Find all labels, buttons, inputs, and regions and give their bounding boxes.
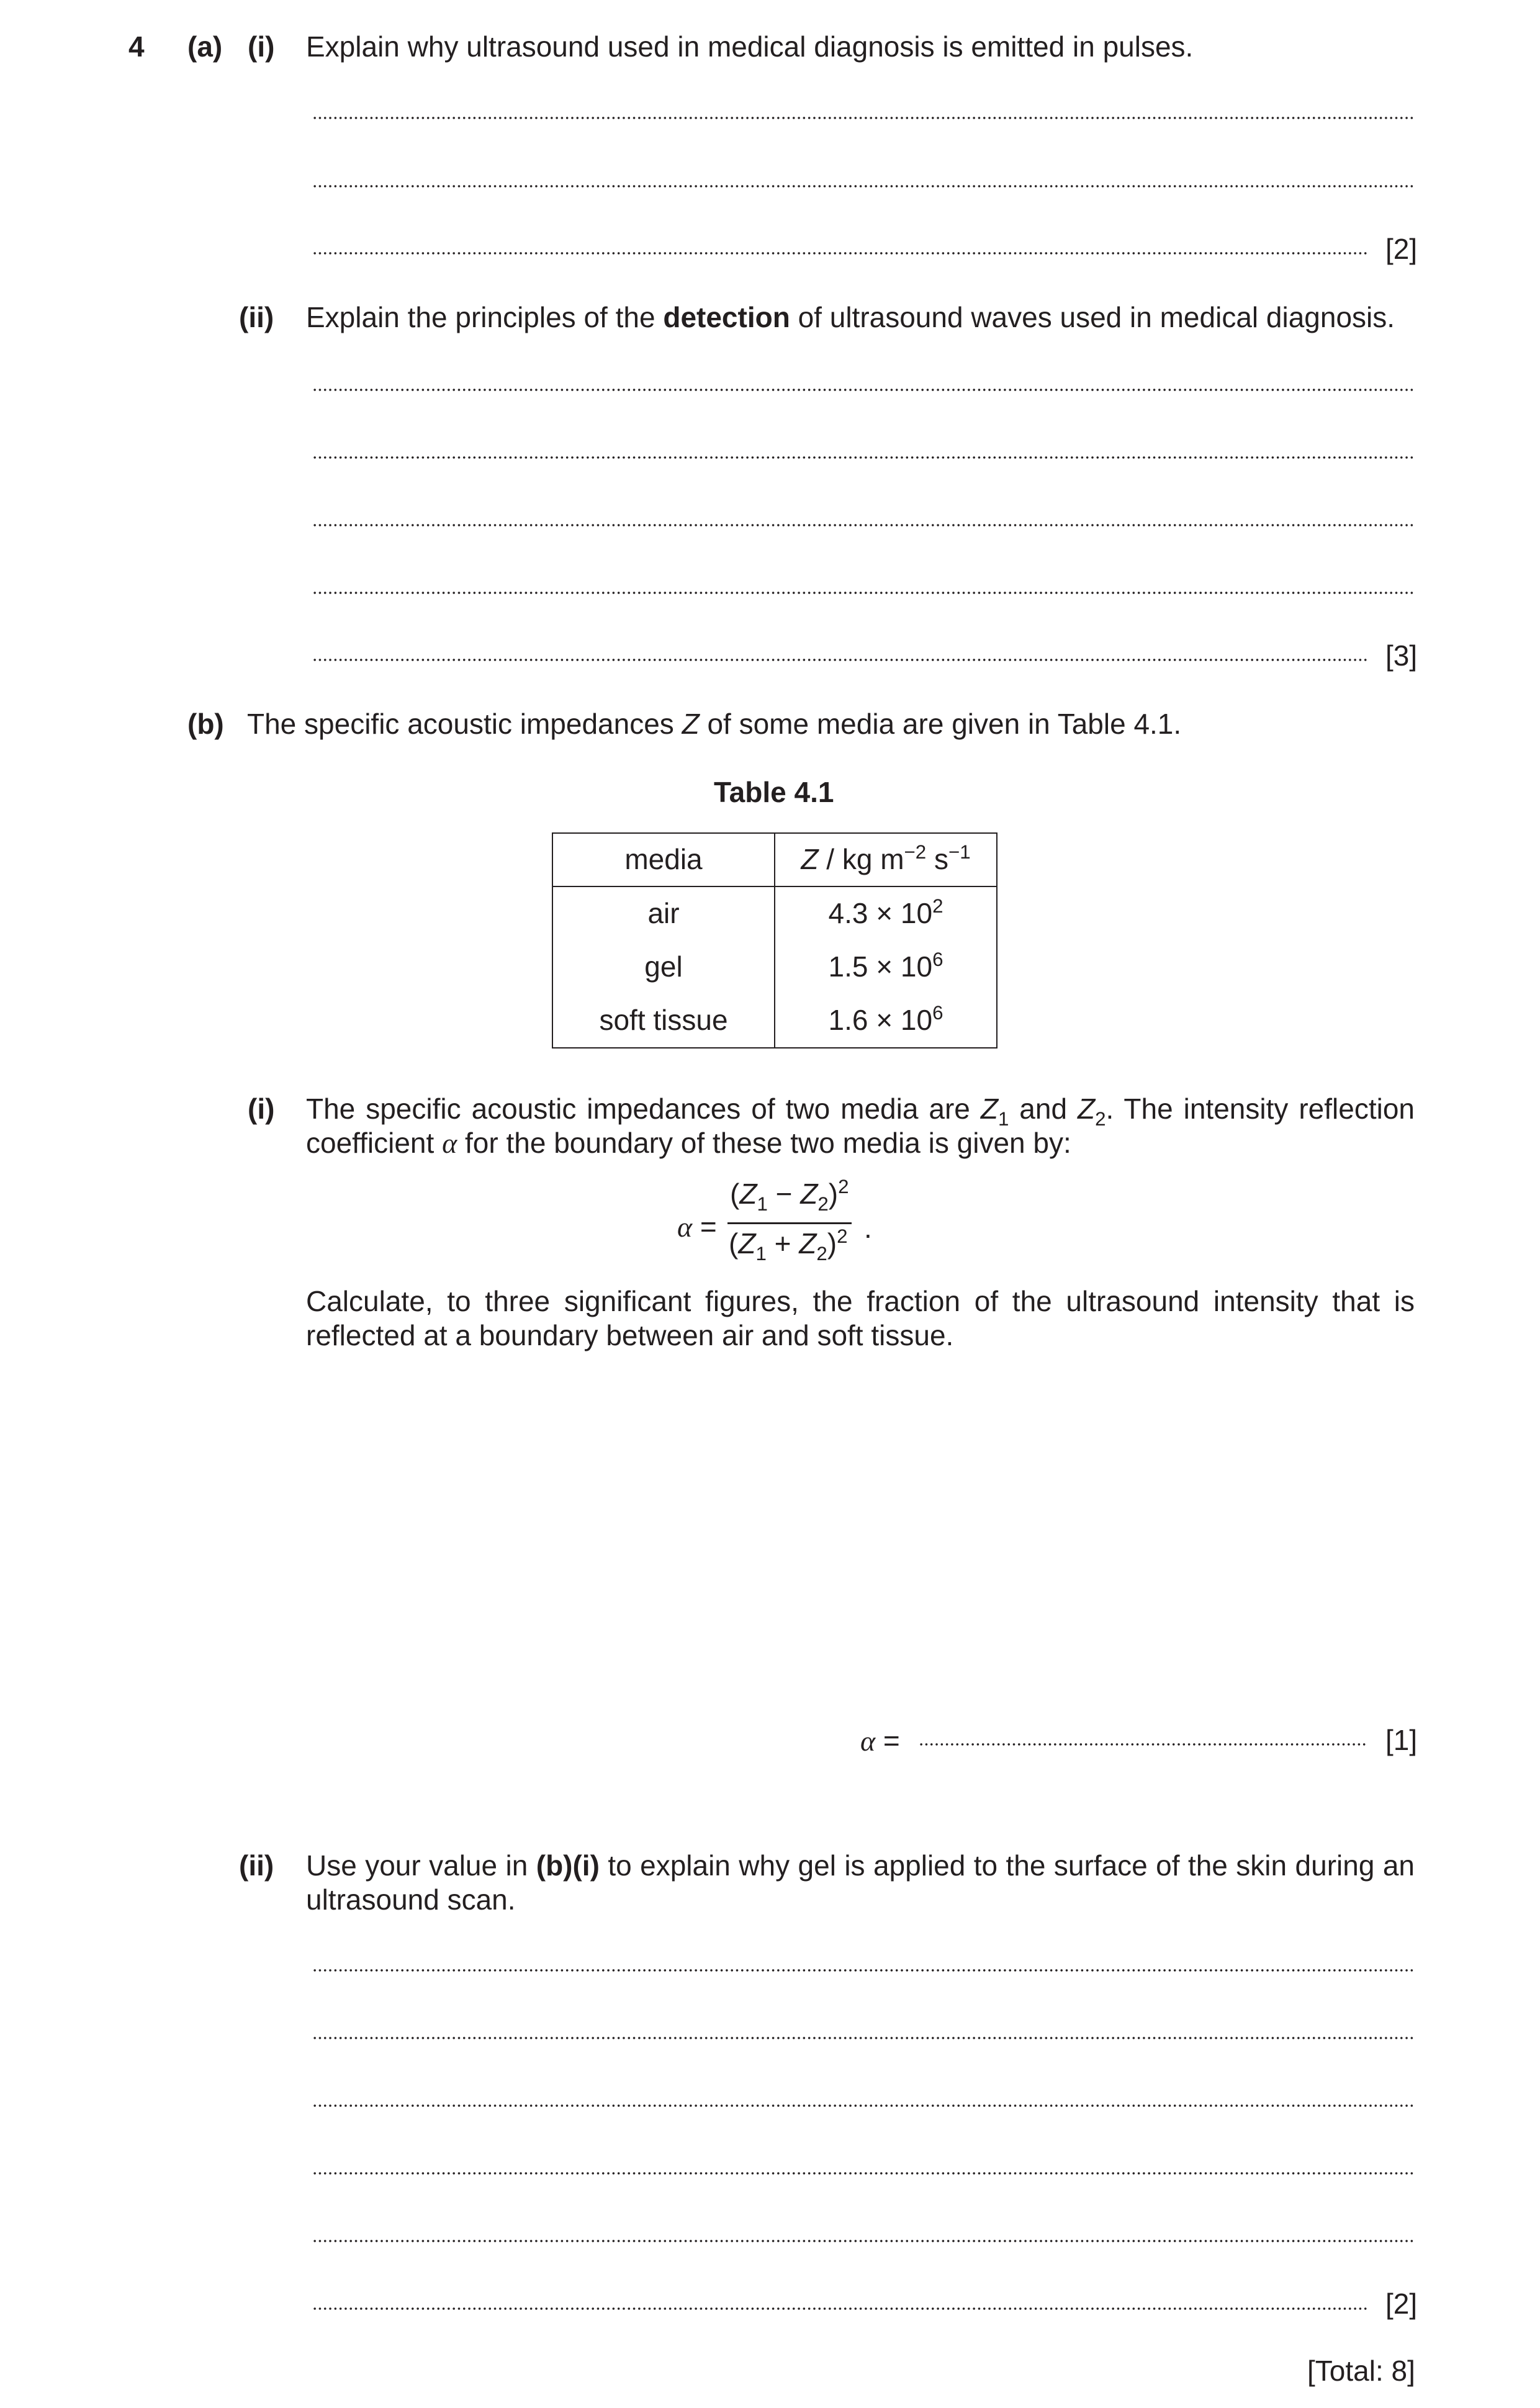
- question-text: Explain the principles of the: [306, 301, 664, 333]
- intro-text: The specific acoustic impedances: [247, 708, 682, 740]
- part-b-i-label: (i): [248, 1093, 275, 1125]
- question-line: [306, 1126, 1415, 1160]
- subscript: 1: [997, 1107, 1009, 1130]
- exponent: 2: [838, 1175, 849, 1197]
- part-a-label: (a): [187, 30, 223, 63]
- value-mantissa: 1.6 × 10: [828, 1004, 933, 1037]
- part-a-i-question: Explain why ultrasound used in medical diagnosis is emitted in pulses.: [306, 30, 1194, 63]
- operator: −: [767, 1178, 801, 1210]
- value-exponent: 6: [932, 949, 943, 971]
- alpha-symbol: α: [442, 1127, 457, 1159]
- question-line: [306, 1849, 1415, 1883]
- unit-exponent: −1: [948, 841, 971, 864]
- part-b-ii-label: (ii): [239, 1849, 274, 1882]
- answer-line[interactable]: [312, 388, 1415, 392]
- part-b-label: (b): [187, 708, 224, 740]
- question-text: for the boundary of these two media is given by:: [457, 1127, 1071, 1159]
- z-symbol: Z: [738, 1227, 756, 1260]
- answer-line[interactable]: [312, 251, 1367, 255]
- z-symbol: Z: [799, 1227, 817, 1260]
- media-cell: air: [552, 886, 775, 940]
- formula-period: .: [864, 1212, 872, 1244]
- table-header-row: [552, 833, 997, 886]
- emphasis-detection: detection: [663, 301, 790, 333]
- paren: ): [827, 1227, 837, 1260]
- answer-line[interactable]: [312, 184, 1415, 188]
- unit-text: s: [926, 843, 948, 876]
- answer-line[interactable]: [312, 456, 1415, 459]
- question-number: 4: [128, 30, 145, 63]
- question-text: to explain why gel is applied to the surface of the skin during an: [599, 1849, 1415, 1882]
- answer-label: α =: [860, 1725, 900, 1757]
- formula-denominator: [729, 1225, 848, 1265]
- alpha-symbol: α: [677, 1211, 693, 1243]
- question-text: Use your value in: [306, 1849, 536, 1882]
- paren: ): [828, 1178, 839, 1210]
- subscript: 2: [816, 1242, 827, 1265]
- answer-line[interactable]: [312, 116, 1415, 120]
- answer-line[interactable]: [312, 2104, 1415, 2108]
- table-row: [552, 994, 997, 1048]
- part-a-ii-question: [306, 300, 1395, 335]
- paren: (: [729, 1227, 739, 1260]
- question-text: coefficient: [306, 1127, 443, 1159]
- paren: (: [730, 1178, 740, 1210]
- formula-numerator: [730, 1175, 849, 1215]
- table-row: [552, 886, 997, 940]
- answer-line[interactable]: [312, 2307, 1367, 2311]
- subscript: 2: [817, 1193, 829, 1215]
- table-row: [552, 940, 997, 994]
- z-symbol: Z: [980, 1093, 998, 1125]
- question-text: The specific acoustic impedances of two media are: [306, 1093, 981, 1125]
- question-text: and: [1009, 1093, 1078, 1125]
- alpha-symbol: α: [860, 1725, 876, 1757]
- answer-line-alpha[interactable]: [919, 1743, 1367, 1746]
- exponent: 2: [837, 1225, 848, 1247]
- subscript: 2: [1095, 1107, 1106, 1130]
- part-b-ii-question: [306, 1849, 1415, 1917]
- value-mantissa: 4.3 × 10: [828, 897, 933, 930]
- answer-line[interactable]: [312, 1968, 1415, 1972]
- marks-b-i: [1]: [1385, 1724, 1418, 1756]
- media-cell: gel: [552, 940, 775, 994]
- value-exponent: 6: [932, 1002, 943, 1024]
- z-symbol: Z: [1078, 1093, 1096, 1125]
- impedance-cell: [775, 994, 997, 1048]
- answer-line[interactable]: [312, 658, 1367, 662]
- header-media: media: [552, 833, 775, 886]
- header-impedance: [775, 833, 997, 886]
- question-text: . The intensity reflection: [1105, 1093, 1415, 1125]
- table-caption: Table 4.1: [714, 776, 834, 808]
- part-a-i-label: (i): [248, 30, 275, 63]
- answer-line[interactable]: [312, 591, 1415, 595]
- part-b-i-question: [306, 1092, 1415, 1160]
- unit-text: / kg m: [818, 843, 904, 876]
- reference-b-i: (b)(i): [536, 1849, 600, 1882]
- subscript: 1: [755, 1242, 767, 1265]
- marks-a-i: [2]: [1385, 233, 1418, 265]
- impedance-cell: [775, 940, 997, 994]
- part-b-intro: [247, 707, 1181, 741]
- value-mantissa: 1.5 × 10: [828, 950, 933, 983]
- total-marks: [Total: 8]: [1307, 2355, 1415, 2387]
- answer-line[interactable]: [312, 2036, 1415, 2040]
- part-a-ii-label: (ii): [239, 301, 274, 333]
- question-line: ultrasound scan.: [306, 1883, 516, 1916]
- formula-lhs: α =: [677, 1211, 717, 1243]
- impedance-cell: [775, 886, 997, 940]
- answer-line[interactable]: [312, 2171, 1415, 2175]
- unit-exponent: −2: [904, 841, 927, 864]
- question-line: Calculate, to three significant figures, the fraction of the ultrasound intensity that is: [306, 1285, 1415, 1317]
- marks-b-ii: [2]: [1385, 2288, 1418, 2320]
- media-cell: soft tissue: [552, 994, 775, 1048]
- subscript: 1: [757, 1193, 768, 1215]
- question-line: [306, 1092, 1415, 1130]
- z-symbol: Z: [739, 1178, 757, 1210]
- z-symbol: Z: [682, 708, 700, 740]
- question-text: of ultrasound waves used in medical diagnosis.: [790, 301, 1395, 333]
- value-exponent: 2: [932, 895, 943, 918]
- question-line: reflected at a boundary between air and soft tissue.: [306, 1319, 954, 1351]
- marks-a-ii: [3]: [1385, 639, 1418, 672]
- z-symbol: Z: [800, 1178, 818, 1210]
- part-b-i-instruction: [306, 1284, 1415, 1353]
- answer-line[interactable]: [312, 2239, 1415, 2243]
- z-symbol: Z: [801, 843, 819, 876]
- fraction-bar: [727, 1222, 852, 1224]
- intro-text: of some media are given in Table 4.1.: [699, 708, 1182, 740]
- operator: +: [766, 1227, 799, 1260]
- impedance-table: [552, 832, 997, 1048]
- answer-line[interactable]: [312, 523, 1415, 527]
